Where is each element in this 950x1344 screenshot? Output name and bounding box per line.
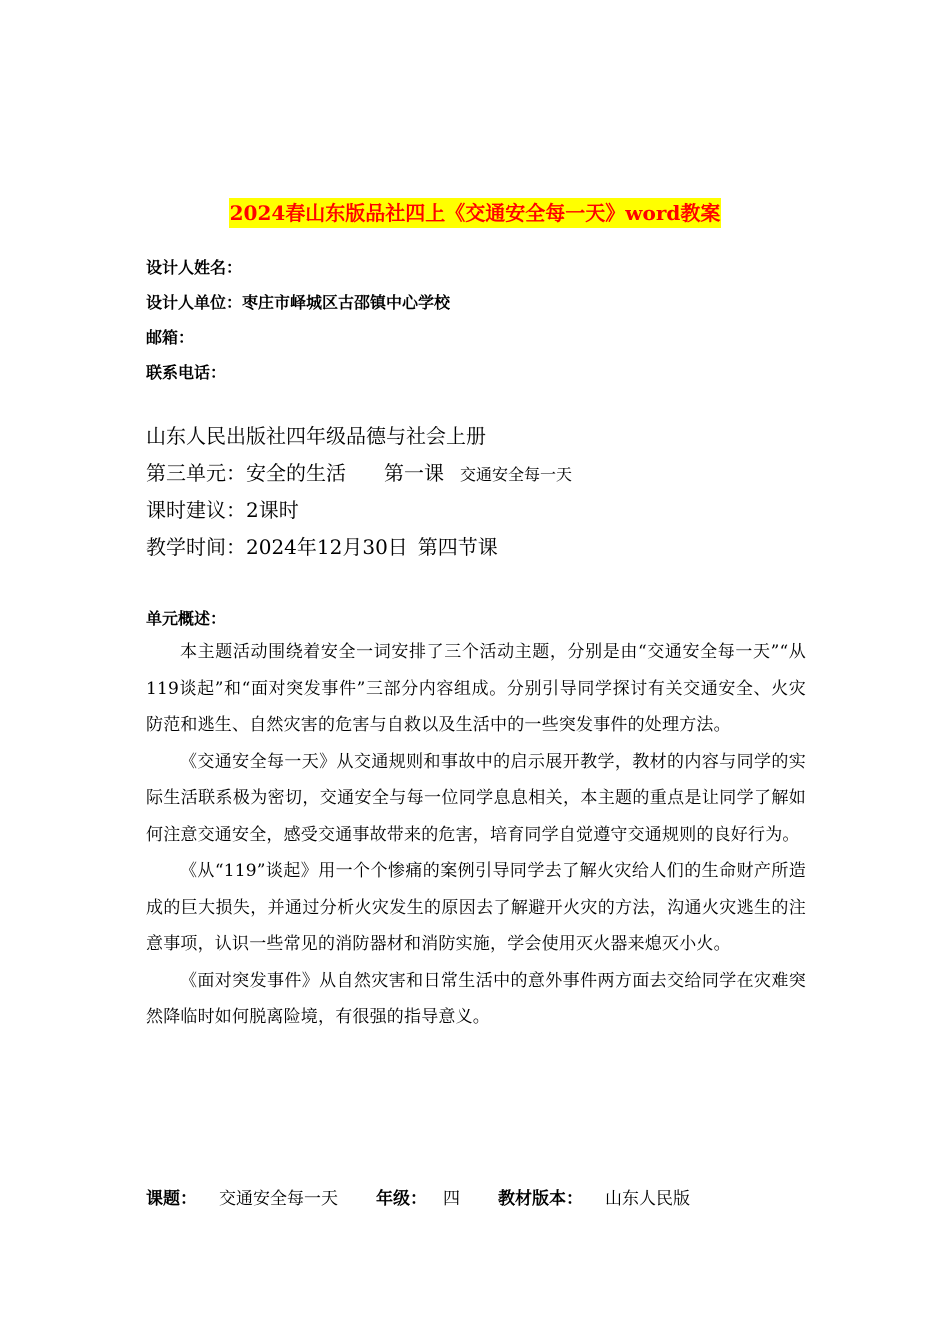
- meta-designer-unit: [146, 285, 806, 320]
- info-unit-line: [146, 455, 826, 492]
- meta-label: 联系电话：: [146, 363, 227, 382]
- info-period: 第四节课: [417, 535, 498, 559]
- overview-paragraph: 《交通安全每一天》从交通规则和事故中的启示展开教学，教材的内容与同学的实际生活联系极为密切，交通安全与每一位同学息息相关，本主题的重点是让同学了解如何注意交通安全，感受交通事故带来的危害，培育同学自觉遵守交通规则的良好行为。: [146, 751, 806, 845]
- meta-label: 设计人姓名：: [146, 258, 243, 277]
- grade-label: 年级：: [376, 1189, 427, 1209]
- designer-meta: [146, 250, 806, 390]
- overview-paragraph: 《面对突发事件》从自然灾害和日常生活中的意外事件两方面去交给同学在灾难突然降临时如何脱离险境，有很强的指导意义。: [146, 970, 806, 1027]
- title-block: [0, 198, 950, 228]
- grade-value: 四: [443, 1189, 460, 1209]
- meta-designer-name: [146, 250, 806, 285]
- edition-value: 山东人民版: [605, 1189, 690, 1209]
- meta-label: 设计人单位：: [146, 293, 243, 312]
- document-title: 2024春山东版品社四上《交通安全每一天》word教案: [229, 198, 722, 228]
- info-unit: 第三单元：安全的生活: [146, 461, 346, 485]
- info-time-line: [146, 529, 826, 566]
- topic-label: 课题：: [146, 1189, 197, 1209]
- meta-value: 枣庄市峄城区古邵镇中心学校: [242, 293, 451, 312]
- unit-overview: [146, 604, 806, 1036]
- topic-value: 交通安全每一天: [219, 1189, 338, 1209]
- info-time: 教学时间：2024年12月30日: [146, 535, 408, 559]
- overview-heading: 单元概述：: [146, 609, 227, 628]
- info-hours: 课时建议：2课时: [146, 498, 299, 522]
- overview-paragraph: 《从“119”谈起》用一个个惨痛的案例引导同学去了解火灾给人们的生命财产所造成的巨大损失，并通过分析火灾发生的原因去了解避开火灾的方法，沟通火灾逃生的注意事项，认识一些常见的消防器材和消防实施，学会使用灭火器来熄灭小火。: [146, 861, 806, 954]
- meta-phone: [146, 355, 806, 390]
- meta-label: 邮箱：: [146, 328, 195, 347]
- meta-email: [146, 320, 806, 355]
- info-lesson: 第一课: [384, 461, 444, 485]
- course-info: [146, 418, 826, 566]
- edition-label: 教材版本：: [498, 1189, 583, 1209]
- info-lesson-title: 交通安全每一天: [460, 465, 573, 484]
- info-publisher: 山东人民出版社四年级品德与社会上册: [146, 424, 486, 448]
- lesson-summary-line: [146, 1184, 846, 1214]
- overview-paragraph: 本主题活动围绕着安全一词安排了三个活动主题，分别是由“交通安全每一天”“从119谈起”和“面对突发事件”三部分内容组成。分别引导同学探讨有关交通安全、火灾防范和逃生、自然灾害的危害与自救以及生活中的一些突发事件的处理方法。: [146, 642, 806, 735]
